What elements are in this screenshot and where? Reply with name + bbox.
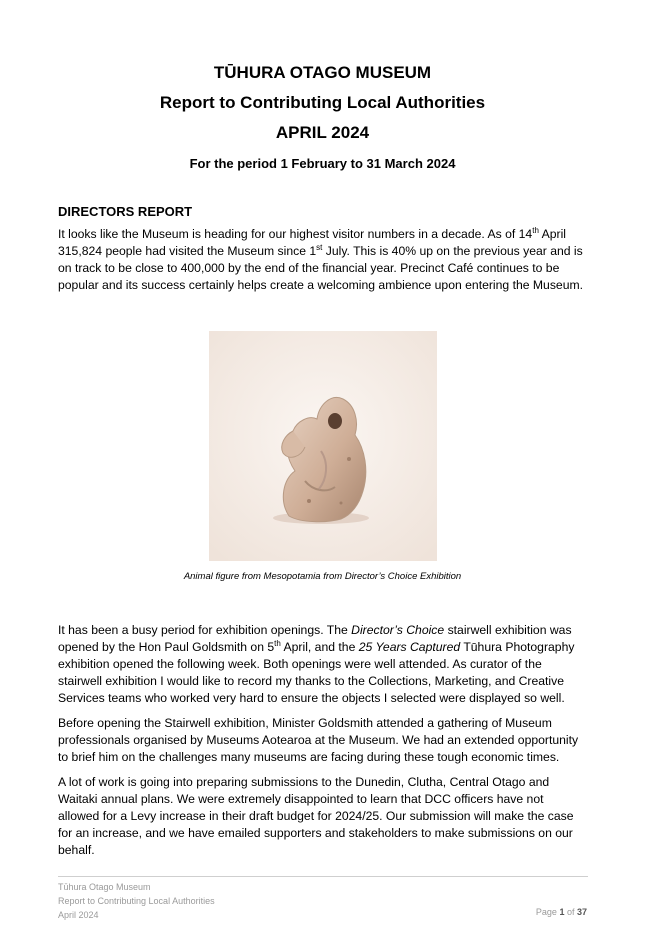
report-month: APRIL 2024	[275, 123, 370, 142]
footer	[58, 880, 215, 922]
animal-figure-photo	[209, 331, 437, 561]
document-title: TŪHURA OTAGO MUSEUM	[213, 63, 432, 82]
intro-paragraph-block	[58, 226, 588, 302]
footer-org: Tūhura Otago Museum	[58, 882, 151, 892]
animal-figure-illustration	[209, 331, 437, 561]
submissions-paragraph: A lot of work is going into preparing submissions to the Dunedin, Clutha, Central Otago and Waitaki annual plans. We were extremely disappointed to learn that DCC officers have not allowed for a Levy increase in their draft budget for 2024/25. Our submission will make the case for an increase, and we have emailed supporters and stakeholders to make submissions on our behalf.	[58, 775, 574, 857]
report-period: For the period 1 February to 31 March 2024	[189, 156, 456, 171]
title-block	[0, 58, 645, 174]
section-heading: DIRECTORS REPORT	[58, 204, 193, 219]
exhibition-paragraph: It has been a busy period for exhibition openings. The Director’s Choice stairwell exhibition was opened by the Hon Paul Goldsmith on 5th April, and the 25 Years Captured Tūhura Photography exhibition opened the following week. Both openings were well attended. As curator of the stairwell exhibition I would like to record my thanks to the Collections, Marketing, and Creative Services teams who worked very hard to ensure the objects I selected were displayed so well.	[58, 623, 575, 705]
footer-report: Report to Contributing Local Authorities	[58, 896, 215, 906]
page-number: Page 1 of 37	[535, 907, 587, 917]
figure-caption: Animal figure from Mesopotamia from Director’s Choice Exhibition	[183, 571, 462, 582]
body-paragraph-block	[58, 622, 588, 867]
intro-paragraph: It looks like the Museum is heading for our highest visitor numbers in a decade. As of 14th April 315,824 people had visited the Museum since 1st July. This is 40% up on the previous year and is on track to be close to 400,000 by the end of the financial year. Precinct Café continues to be popular and its success certainly helps create a welcoming ambience upon entering the Museum.	[58, 225, 584, 292]
document-subtitle: Report to Contributing Local Authorities	[159, 93, 486, 112]
footer-divider	[58, 876, 588, 877]
footer-date: April 2024	[58, 910, 99, 920]
minister-paragraph: Before opening the Stairwell exhibition, Minister Goldsmith attended a gathering of Museum professionals organised by Museums Aotearoa at the Museum. We had an extended opportunity to brief him on the challenges many museums are facing during these tough economic times.	[58, 716, 579, 764]
